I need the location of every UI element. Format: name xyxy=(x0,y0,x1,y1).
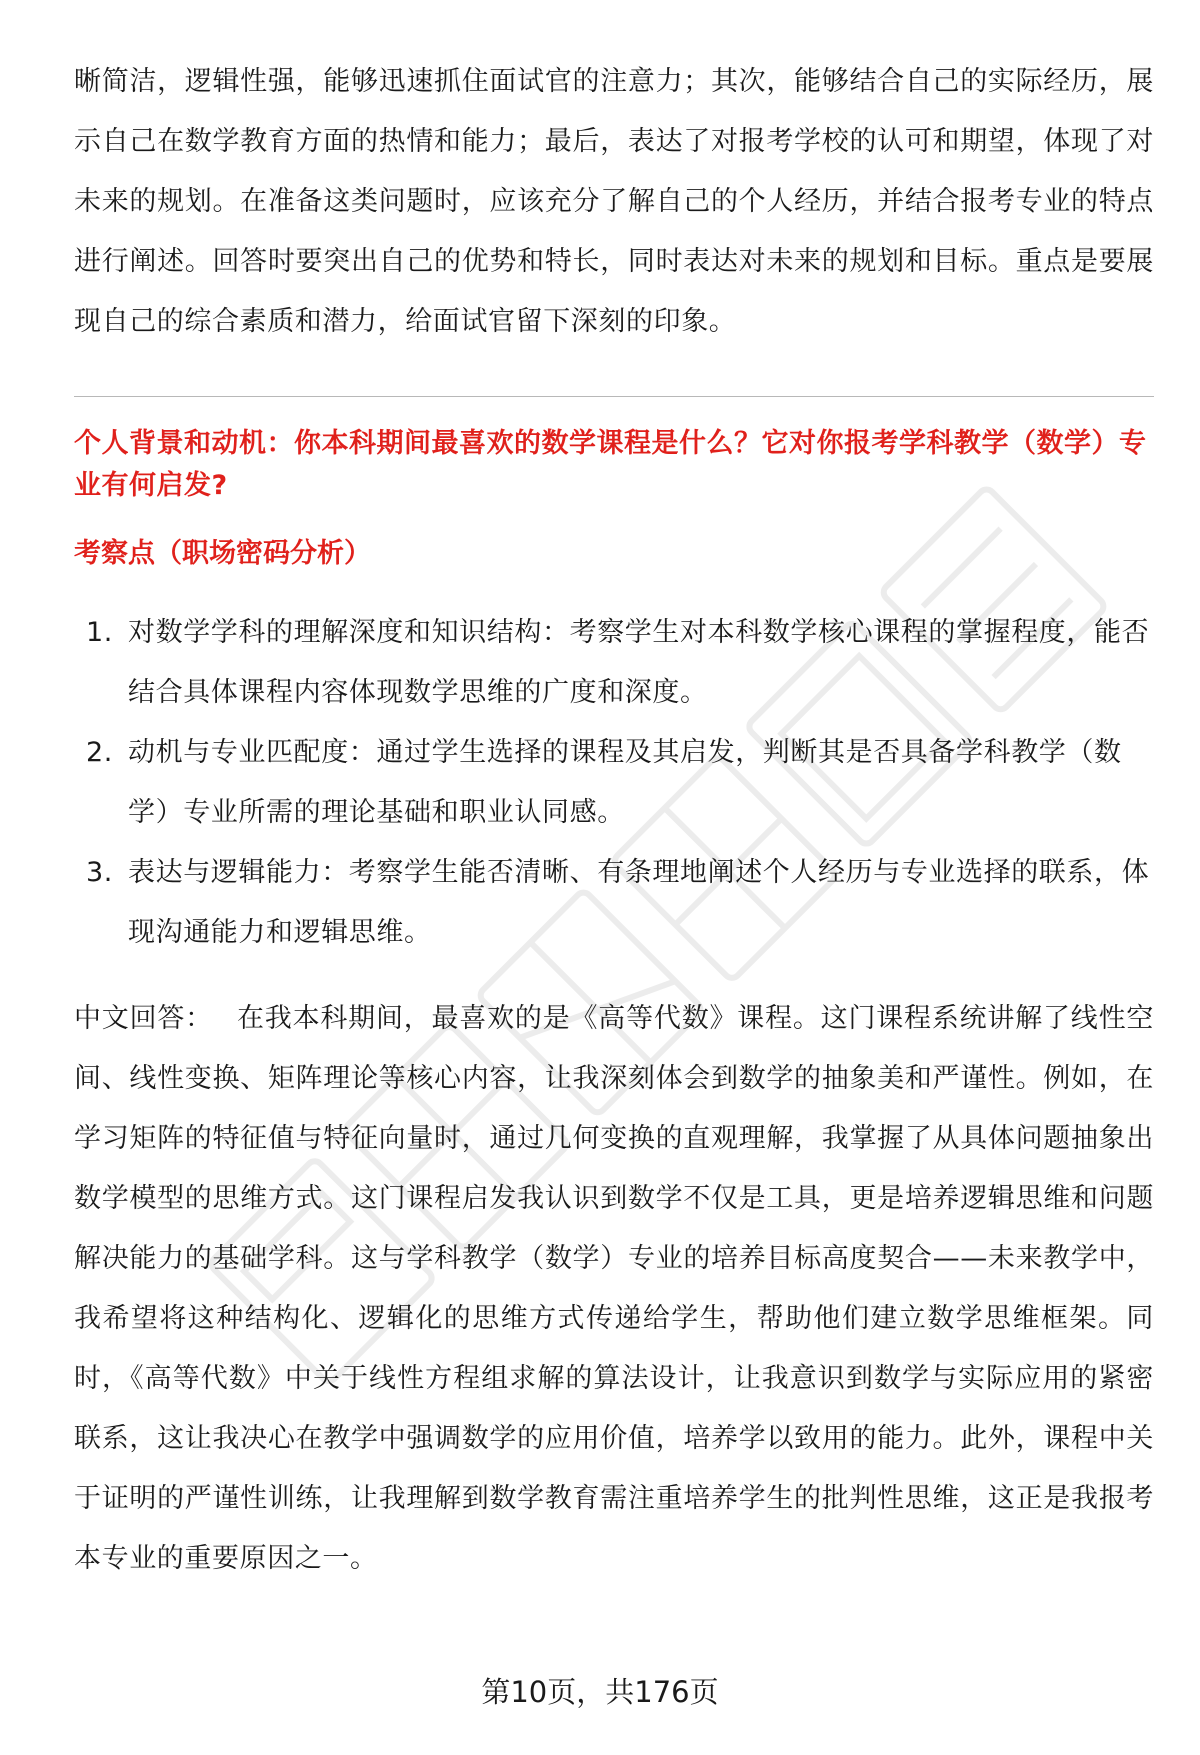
list-item xyxy=(74,603,1154,723)
list-item-text: 表达与逻辑能力：考察学生能否清晰、有条理地阐述个人经历与专业选择的联系，体现沟通能力和逻辑思维。 xyxy=(128,857,1150,948)
assessment-points-list xyxy=(74,603,1154,963)
answer-text: 在我本科期间，最喜欢的是《高等代数》课程。这门课程系统讲解了线性空间、线性变换、矩阵理论等核心内容，让我深刻体会到数学的抽象美和严谨性。例如，在学习矩阵的特征值与特征向量时，通过几何变换的直观理解，我掌握了从具体问题抽象出数学模型的思维方式。这门课程启发我认识到数学不仅是工具，更是培养逻辑思维和问题解决能力的基础学科。这与学科教学（数学）专业的培养目标高度契合——未来教学中，我希望将这种结构化、逻辑化的思维方式传递给学生，帮助他们建立数学思维框架。同时，《高等代数》中关于线性方程组求解的算法设计，让我意识到数学与实际应用的紧密联系，这让我决心在教学中强调数学的应用价值，培养学以致用的能力。此外，课程中关于证明的严谨性训练，让我理解到数学教育需注重培养学生的批判性思维，这正是我报考本专业的重要原因之一。 xyxy=(74,1003,1154,1574)
list-item-text: 对数学学科的理解深度和知识结构：考察学生对本科数学核心课程的掌握程度，能否结合具体课程内容体现数学思维的广度和深度。 xyxy=(128,617,1150,708)
main-content xyxy=(74,52,1154,1589)
list-item-number: 1. xyxy=(86,617,113,648)
list-item xyxy=(74,723,1154,843)
list-item-number: 3. xyxy=(86,857,113,888)
section-divider xyxy=(74,396,1154,397)
list-item-number: 2. xyxy=(86,737,113,768)
section-title: 考察点（职场密码分析） xyxy=(74,538,371,569)
list-item-text: 动机与专业匹配度：通过学生选择的课程及其启发，判断其是否具备学科教学（数学）专业所需的理论基础和职业认同感。 xyxy=(128,737,1122,828)
question-heading: 个人背景和动机：你本科期间最喜欢的数学课程是什么？它对你报考学科教学（数学）专业有何启发? xyxy=(74,428,1147,501)
page-number-footer: 第10页，共176页 xyxy=(481,1675,719,1709)
answer-label: 中文回答： xyxy=(74,1003,213,1034)
list-item xyxy=(74,843,1154,963)
answer-paragraph xyxy=(74,989,1154,1589)
intro-paragraph: 晰简洁，逻辑性强，能够迅速抓住面试官的注意力；其次，能够结合自己的实际经历，展示自己在数学教育方面的热情和能力；最后，表达了对报考学校的认可和期望，体现了对未来的规划。在准备这类问题时，应该充分了解自己的个人经历，并结合报考专业的特点进行阐述。回答时要突出自己的优势和特长，同时表达对未来的规划和目标。重点是要展现自己的综合素质和潜力，给面试官留下深刻的印象。 xyxy=(74,66,1154,337)
